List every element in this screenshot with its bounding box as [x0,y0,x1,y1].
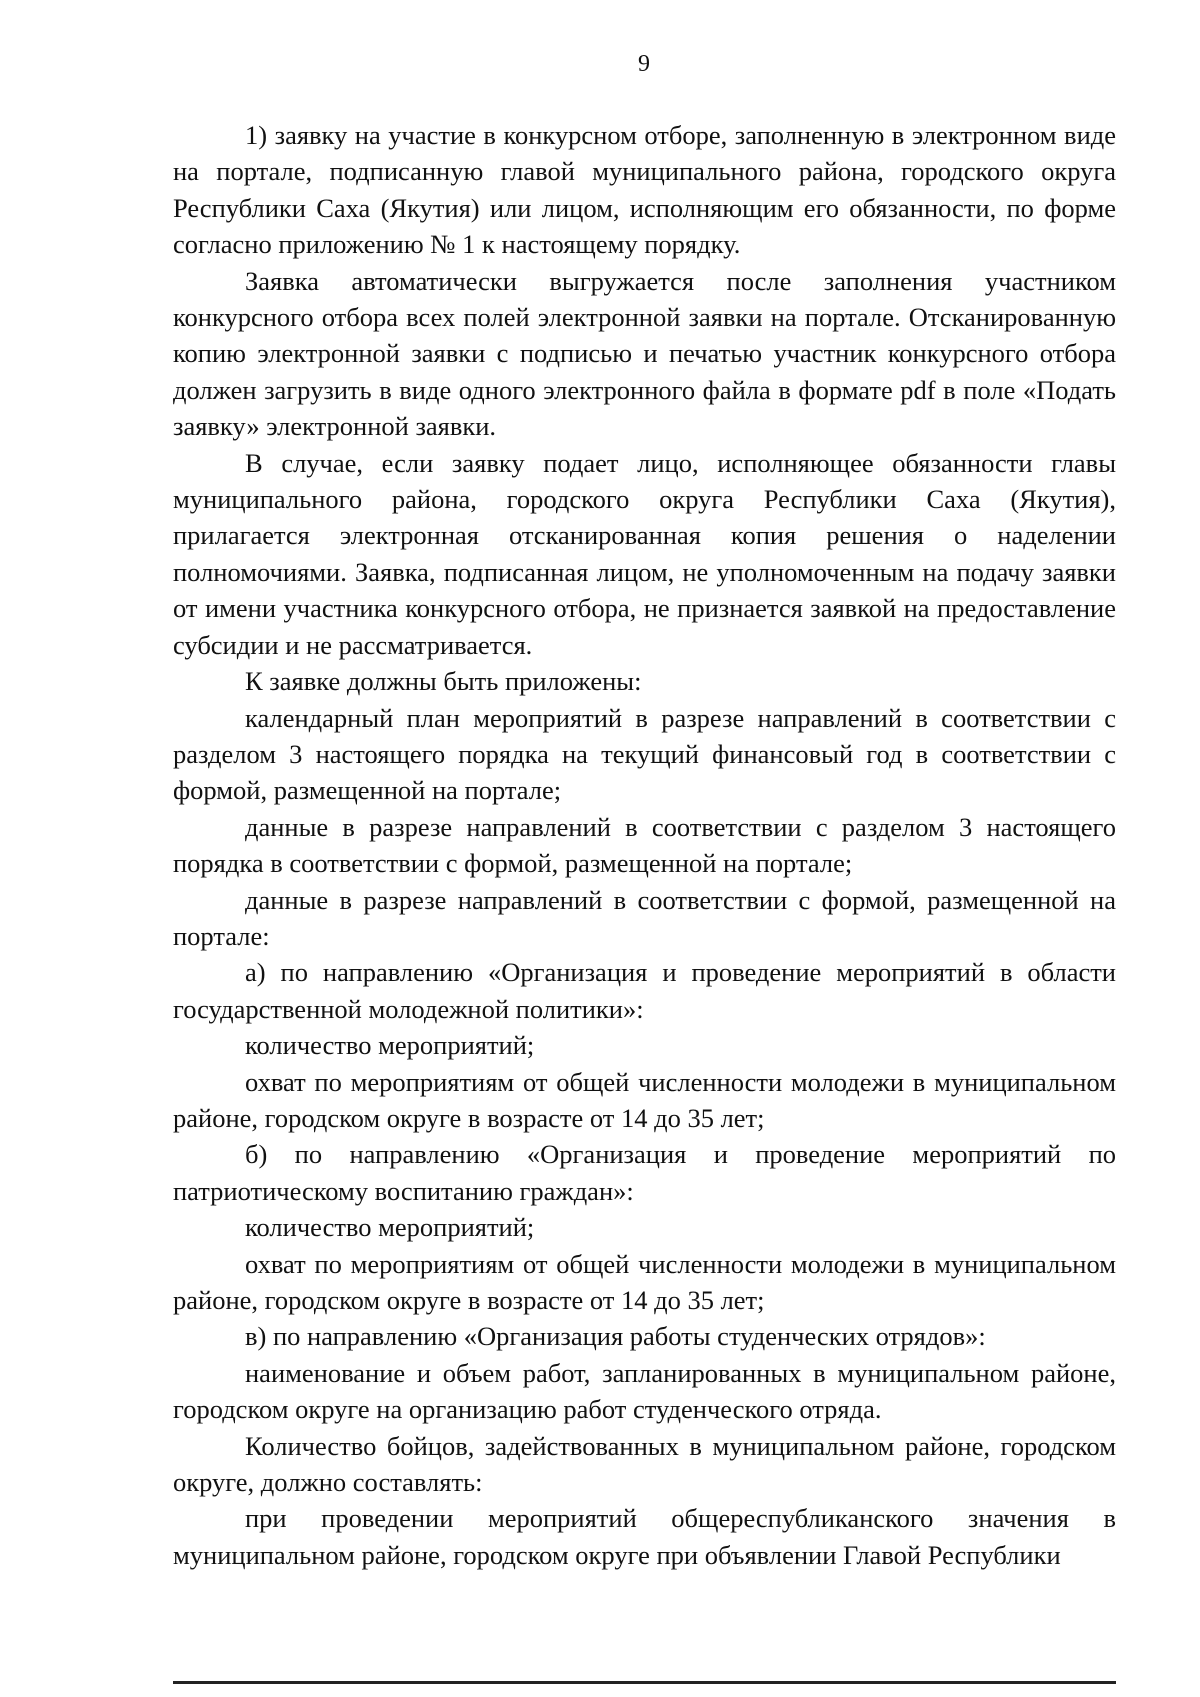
paragraph-item-c: в) по направлению «Организация работы студенческих отрядов»: [245,1321,986,1352]
paragraph-works-scope: наименование и объем работ, запланированных в муниципальном районе, городском округе на организацию работ студенческого отряда. [173,1357,1116,1425]
paragraph-fighters-count: Количество бойцов, задействованных в муниципальном районе, городском округе, должно составлять: [173,1430,1116,1498]
paragraph-item-b: б) по направлению «Организация и проведение мероприятий по патриотическому воспитанию граждан»: [173,1139,1116,1206]
document-body [173,117,1116,1573]
paragraph-item-a: а) по направлению «Организация и проведение мероприятий в области государственной молодежной политики»: [173,957,1116,1024]
paragraph-youth-coverage-a: охват по мероприятиям от общей численности молодежи в муниципальном районе, городском округе в возрасте от 14 до 35 лет; [173,1066,1116,1133]
footer-divider [173,1681,1116,1684]
paragraph-acting-head: В случае, если заявку подает лицо, исполняющее обязанности главы муниципального района, городского округа Республики Саха (Якутия), прилагается электронная отсканированная копия решения о наделении полномочиями. Заявка, подписанная лицом, не уполномоченным на подачу заявки от имени участника конкурсного отбора, не признается заявкой на предоставление субсидии и не рассматривается. [173,447,1116,660]
paragraph-attachments-intro: К заявке должны быть приложены: [245,666,642,697]
paragraph-event-count-b: количество мероприятий; [245,1212,535,1243]
paragraph-event-count-a: количество мероприятий; [245,1030,535,1061]
paragraph-auto-upload: Заявка автоматически выгружается после заполнения участником конкурсного отбора всех полей электронной заявки на портале. Отсканированную копию электронной заявки с подписью и печатью участник конкурсного отбора должен загрузить в виде одного электронного файла в формате pdf в поле «Подать заявку» электронной заявки. [173,265,1116,442]
paragraph-application-form: 1) заявку на участие в конкурсном отборе, заполненную в электронном виде на портале, подписанную главой муниципального района, городского округа Республики Саха (Якутия) или лицом, исполняющим его обязанности, по форме согласно приложению № 1 к настоящему порядку. [173,120,1116,260]
paragraph-republic-events: при проведении мероприятий общереспубликанского значения в муниципальном районе, городском округе при объявлении Главой Республики [173,1503,1116,1570]
paragraph-calendar-plan: календарный план мероприятий в разрезе направлений в соответствии с разделом 3 настоящего порядка на текущий финансовый год в соответствии с формой, размещенной на портале; [173,702,1116,806]
paragraph-section-3-data: данные в разрезе направлений в соответствии с разделом 3 настоящего порядка в соответствии с формой, размещенной на портале; [173,811,1116,879]
paragraph-youth-coverage-b: охват по мероприятиям от общей численности молодежи в муниципальном районе, городском округе в возрасте от 14 до 35 лет; [173,1248,1116,1315]
paragraph-form-data: данные в разрезе направлений в соответствии с формой, размещенной на портале: [173,884,1116,951]
page-number: 9 [638,51,650,77]
